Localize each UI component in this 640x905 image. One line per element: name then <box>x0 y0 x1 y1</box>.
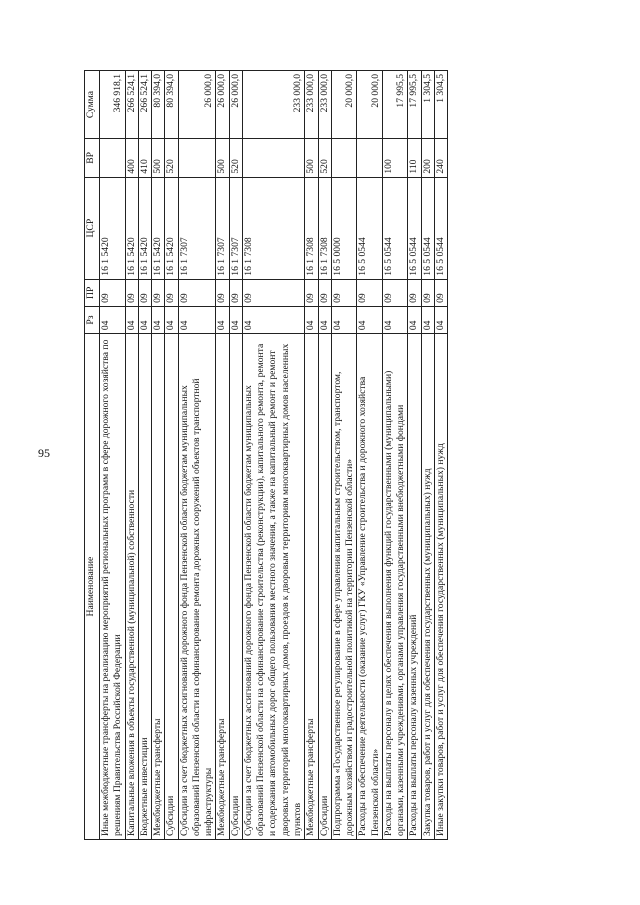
table-row <box>331 71 357 840</box>
row-rz: 04 <box>242 306 304 333</box>
row-name: Расходы на обеспечение деятельности (оказание услуг) ГКУ «Управление строительства и дорожного хозяйства Пензенской области» <box>357 334 383 840</box>
row-csr: 16 1 5420 <box>152 177 165 279</box>
table-row <box>357 71 383 840</box>
row-sum: 233 000,0 <box>305 71 318 139</box>
row-sum: 233 000,0 <box>242 71 304 139</box>
table-row <box>229 71 242 840</box>
row-sum: 26 000,0 <box>178 71 216 139</box>
row-rz: 04 <box>357 306 383 333</box>
row-name: Субсидии за счет бюджетных ассигнований дорожного фонда Пензенской области бюджетам муниципальных образований Пензенской области на софинансирование ремонта дорожных сооружений объектов транспортной инфраструктуры <box>178 334 216 840</box>
row-name: Межбюджетные трансферты <box>152 334 165 840</box>
row-rz: 04 <box>421 306 434 333</box>
row-vr: 520 <box>229 139 242 178</box>
row-vr <box>242 139 304 178</box>
table-row <box>138 71 151 840</box>
row-rz: 04 <box>382 306 408 333</box>
header-name: Наименование <box>85 334 100 840</box>
row-pr: 09 <box>305 279 318 306</box>
table-row <box>434 71 447 840</box>
row-rz: 04 <box>152 306 165 333</box>
row-vr: 500 <box>216 139 229 178</box>
row-rz: 04 <box>229 306 242 333</box>
row-pr: 09 <box>152 279 165 306</box>
row-vr: 500 <box>152 139 165 178</box>
row-sum: 266 524,1 <box>138 71 151 139</box>
row-name: Субсидии <box>229 334 242 840</box>
row-name: Расходы на выплаты персоналу в целях обеспечения выполнения функций государственными (муниципальными) органами, казенными учреждениями, органами управления государственными внебюджетными фондами <box>382 334 408 840</box>
budget-table <box>84 70 448 840</box>
row-vr <box>100 139 126 178</box>
row-rz: 04 <box>331 306 357 333</box>
row-rz: 04 <box>138 306 151 333</box>
row-vr: 100 <box>382 139 408 178</box>
row-pr: 09 <box>216 279 229 306</box>
row-name: Расходы на выплаты персоналу казенных учреждений <box>408 334 421 840</box>
row-csr: 16 5 0544 <box>408 177 421 279</box>
row-vr: 110 <box>408 139 421 178</box>
row-rz: 04 <box>305 306 318 333</box>
table-row <box>152 71 165 840</box>
row-pr: 09 <box>165 279 178 306</box>
row-rz: 04 <box>216 306 229 333</box>
row-name: Межбюджетные трансферты <box>305 334 318 840</box>
row-name: Иные межбюджетные трансферты на реализацию мероприятий региональных программ в сфере дорожного хозяйства по решениям Правительства Российской Федерации <box>100 334 126 840</box>
row-pr: 09 <box>178 279 216 306</box>
table-row <box>382 71 408 840</box>
row-pr: 09 <box>408 279 421 306</box>
row-name: Подпрограмма «Государственное регулирование в сфере управления капитальным строительством, транспортом, дорожным хозяйством и градостроительной политикой на территории Пензенской области» <box>331 334 357 840</box>
row-rz: 04 <box>125 306 138 333</box>
row-pr: 09 <box>138 279 151 306</box>
row-sum: 1 304,5 <box>421 71 434 139</box>
row-rz: 04 <box>165 306 178 333</box>
table-row <box>318 71 331 840</box>
row-pr: 09 <box>421 279 434 306</box>
header-pr: ПР <box>85 279 100 306</box>
table-row <box>242 71 304 840</box>
row-sum: 266 524,1 <box>125 71 138 139</box>
row-rz: 04 <box>318 306 331 333</box>
row-name: Межбюджетные трансферты <box>216 334 229 840</box>
row-csr: 16 1 7307 <box>178 177 216 279</box>
row-rz: 04 <box>434 306 447 333</box>
row-csr: 16 1 7308 <box>305 177 318 279</box>
row-csr: 16 5 0544 <box>434 177 447 279</box>
row-csr: 16 1 7308 <box>242 177 304 279</box>
row-vr: 410 <box>138 139 151 178</box>
row-pr: 09 <box>242 279 304 306</box>
row-rz: 04 <box>100 306 126 333</box>
row-csr: 16 5 0000 <box>331 177 357 279</box>
table-row <box>421 71 434 840</box>
header-sum: Сумма <box>85 71 100 139</box>
row-sum: 1 304,5 <box>434 71 447 139</box>
row-pr: 09 <box>229 279 242 306</box>
row-csr: 16 1 5420 <box>138 177 151 279</box>
row-csr: 16 5 0544 <box>382 177 408 279</box>
row-rz: 04 <box>408 306 421 333</box>
row-vr: 400 <box>125 139 138 178</box>
row-csr: 16 1 7307 <box>216 177 229 279</box>
table-row <box>125 71 138 840</box>
row-csr: 16 5 0544 <box>357 177 383 279</box>
row-pr: 09 <box>434 279 447 306</box>
table-row <box>165 71 178 840</box>
row-sum: 17 995,5 <box>408 71 421 139</box>
row-pr: 09 <box>125 279 138 306</box>
header-vr: ВР <box>85 139 100 178</box>
row-sum: 20 000,0 <box>357 71 383 139</box>
row-vr: 240 <box>434 139 447 178</box>
row-sum: 20 000,0 <box>331 71 357 139</box>
table-header-row <box>85 71 100 840</box>
row-name: Бюджетные инвестиции <box>138 334 151 840</box>
row-sum: 80 394,0 <box>152 71 165 139</box>
row-vr: 500 <box>305 139 318 178</box>
row-sum: 26 000,0 <box>229 71 242 139</box>
row-rz: 04 <box>178 306 216 333</box>
row-pr: 09 <box>357 279 383 306</box>
row-name: Субсидии за счет бюджетных ассигнований дорожного фонда Пензенской области бюджетам муниципальных образований Пензенской области на софинансирование строительства (реконструкции), капитального ремонта, ремонта и содержания автомобильных дорог общего пользования местного значения, а также на капитальный ремонт и ремонт дворовых территорий многоквартирных домов, проездов к дворовым территориям многоквартирных домов населенных пунктов <box>242 334 304 840</box>
row-sum: 80 394,0 <box>165 71 178 139</box>
table-row <box>216 71 229 840</box>
row-sum: 233 000,0 <box>318 71 331 139</box>
row-vr <box>331 139 357 178</box>
row-pr: 09 <box>100 279 126 306</box>
row-pr: 09 <box>318 279 331 306</box>
row-name: Капитальные вложения в объекты государственной (муниципальной) собственности <box>125 334 138 840</box>
budget-table-rotated <box>84 70 604 840</box>
row-sum: 346 918,1 <box>100 71 126 139</box>
table-row <box>305 71 318 840</box>
row-vr <box>357 139 383 178</box>
row-pr: 09 <box>382 279 408 306</box>
page-number: 95 <box>38 446 50 460</box>
row-sum: 26 000,0 <box>216 71 229 139</box>
header-rz: Рз <box>85 306 100 333</box>
row-name: Субсидии <box>318 334 331 840</box>
header-csr: ЦСР <box>85 177 100 279</box>
row-csr: 16 1 5420 <box>100 177 126 279</box>
row-vr: 520 <box>165 139 178 178</box>
table-row <box>178 71 216 840</box>
row-vr: 200 <box>421 139 434 178</box>
table-row <box>100 71 126 840</box>
row-name: Закупка товаров, работ и услуг для обеспечения государственных (муниципальных) нужд <box>421 334 434 840</box>
row-vr <box>178 139 216 178</box>
row-csr: 16 1 5420 <box>165 177 178 279</box>
row-pr: 09 <box>331 279 357 306</box>
row-csr: 16 1 5420 <box>125 177 138 279</box>
row-sum: 17 995,5 <box>382 71 408 139</box>
row-name: Иные закупки товаров, работ и услуг для обеспечения государственных (муниципальных) нужд <box>434 334 447 840</box>
row-csr: 16 1 7308 <box>318 177 331 279</box>
row-csr: 16 1 7307 <box>229 177 242 279</box>
row-vr: 520 <box>318 139 331 178</box>
row-name: Субсидии <box>165 334 178 840</box>
table-row <box>408 71 421 840</box>
row-csr: 16 5 0544 <box>421 177 434 279</box>
